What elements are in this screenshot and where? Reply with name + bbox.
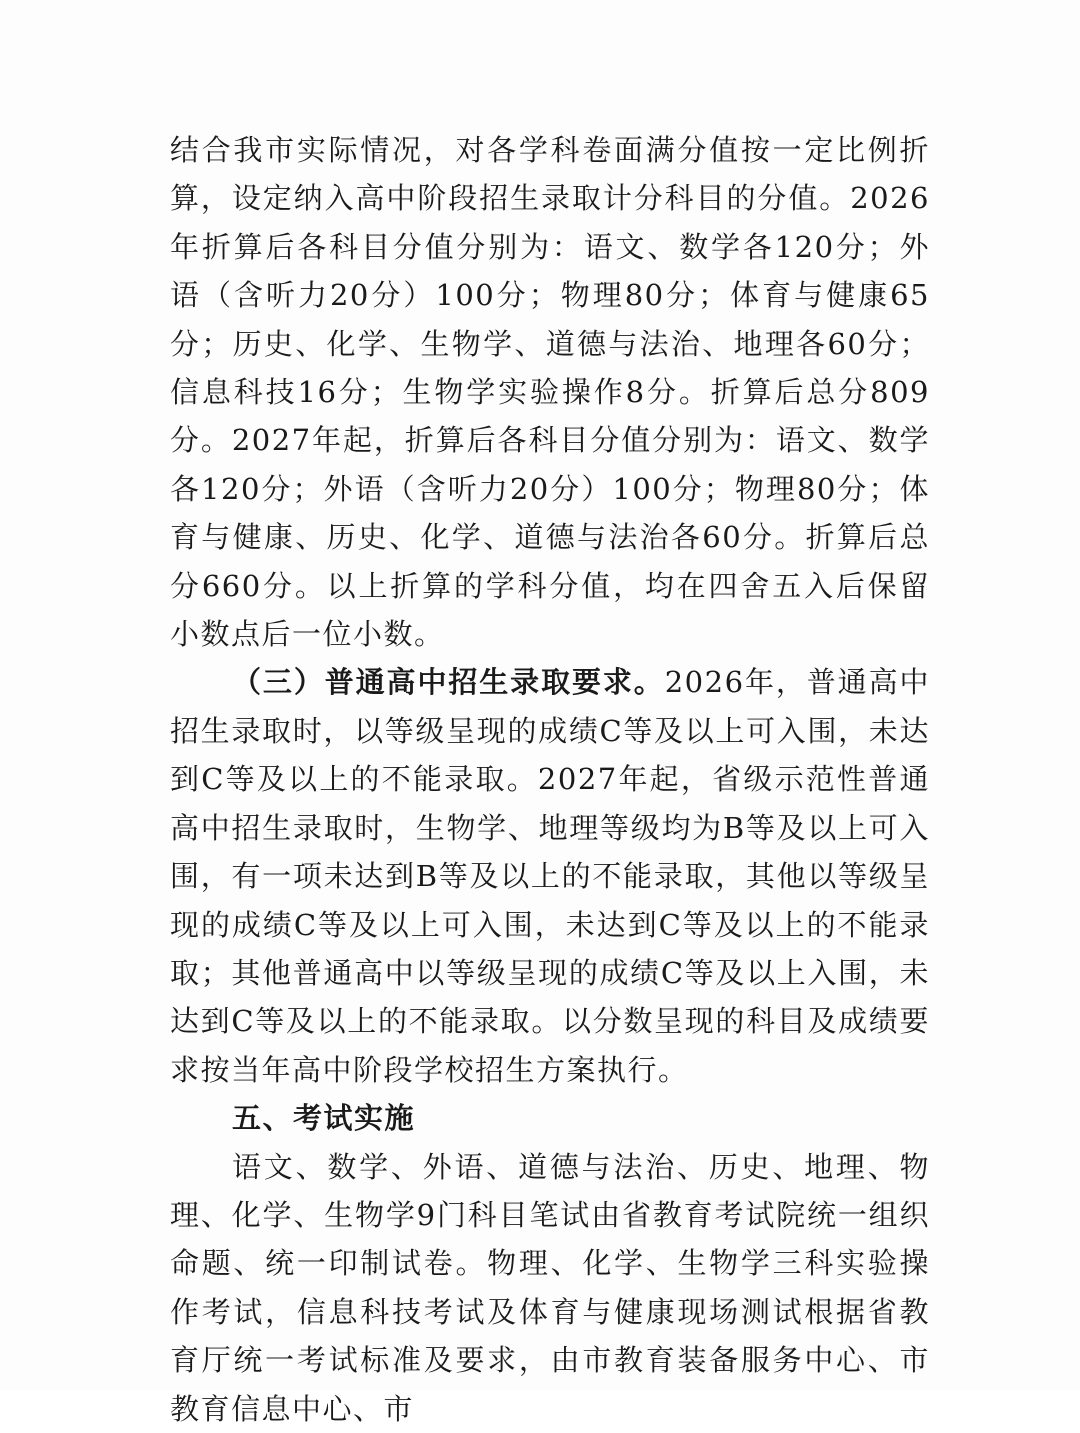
- admission-requirements-body: 2026年，普通高中招生录取时，以等级呈现的成绩C等及以上可入围，未达到C等及以上的不能录取。2027年起，省级示范性普通高中招生录取时，生物学、地理等级均为B等及以上可入围，有一项未达到B等及以上的不能录取，其他以等级呈现的成绩C等及以上可入围，未达到C等及以上的不能录取；其他普通高中以等级呈现的成绩C等及以上入围，未达到C等及以上的不能录取。以分数呈现的科目及成绩要求按当年高中阶段学校招生方案执行。: [170, 665, 930, 1087]
- paragraph-exam-implementation: 语文、数学、外语、道德与法治、历史、地理、物理、化学、生物学9门科目笔试由省教育考试院统一组织命题、统一印制试卷。物理、化学、生物学三科实验操作考试，信息科技考试及体育与健康现场测试根据省教育厅统一考试标准及要求，由市教育装备服务中心、市教育信息中心、市: [170, 1149, 930, 1426]
- paragraph-score-conversion: 结合我市实际情况，对各学科卷面满分值按一定比例折算，设定纳入高中阶段招生录取计分科目的分值。2026年折算后各科目分值分别为：语文、数学各120分；外语（含听力20分）100分；物理80分；体育与健康65分；历史、化学、生物学、道德与法治、地理各60分；信息科技16分；生物学实验操作8分。折算后总分809分。2027年起，折算后各科目分值分别为：语文、数学各120分；外语（含听力20分）100分；物理80分；体育与健康、历史、化学、道德与法治各60分。折算后总分660分。以上折算的学科分值，均在四舍五入后保留小数点后一位小数。: [170, 133, 930, 652]
- subheading-admission-requirements: （三）普通高中招生录取要求。: [232, 665, 665, 700]
- document-body: [170, 126, 930, 1433]
- section-heading-exam-implementation: 五、考试实施: [232, 1101, 416, 1136]
- paragraph-admission-requirements: [170, 658, 930, 1094]
